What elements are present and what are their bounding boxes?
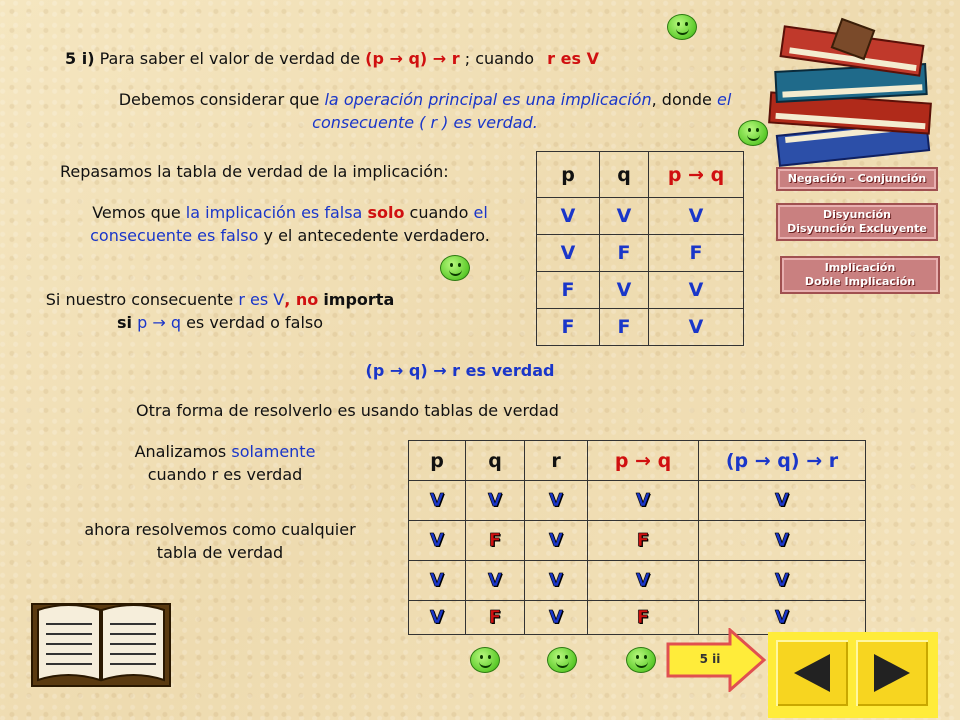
- table2-cell: F: [466, 521, 525, 561]
- nav-button-label: Doble Implicación: [804, 275, 916, 288]
- table2-cell: V: [466, 481, 525, 521]
- consequent-paragraph: [40, 288, 400, 334]
- table-row: [537, 309, 744, 346]
- title-text: Para saber el valor de verdad de: [99, 49, 361, 68]
- table2-cell: V: [699, 481, 866, 521]
- table2-cell: V: [409, 561, 466, 601]
- table2-cell: V: [409, 481, 466, 521]
- title-expression: (p → q) → r: [365, 49, 460, 68]
- triangle-right-icon: [856, 640, 928, 706]
- full-truth-table: [408, 440, 866, 635]
- intro-text-e: el consecuente ( r ) es verdad.: [312, 90, 732, 132]
- table2-cell: V: [699, 521, 866, 561]
- result-text: (p → q) → r es verdad: [365, 361, 555, 380]
- table2-cell: V: [466, 561, 525, 601]
- table2-cell: V: [699, 561, 866, 601]
- table2-cell: V: [588, 561, 699, 601]
- table-row: [537, 198, 744, 235]
- table1-cell: V: [600, 198, 649, 235]
- consequent-text-e: p → q: [137, 313, 181, 332]
- table2-cell: V: [525, 481, 588, 521]
- table2-header: r: [525, 441, 588, 481]
- exercise-number: 5 i): [65, 49, 95, 68]
- analysis-text-b: solamente: [231, 442, 316, 461]
- nav-negation-conjunction-button[interactable]: [776, 167, 938, 191]
- table2-header: p → q: [588, 441, 699, 481]
- smiley-icon[interactable]: [626, 647, 656, 673]
- table2-cell: V: [409, 601, 466, 635]
- table1-cell: F: [537, 309, 600, 346]
- title-line: [65, 47, 765, 70]
- next-slide-label: 5 ii: [699, 652, 721, 666]
- nav-button-label: Negación - Conjunción: [787, 172, 927, 185]
- table-row: [409, 481, 866, 521]
- triangle-left-icon: [776, 640, 848, 706]
- nav-button-label: Implicación: [824, 261, 896, 274]
- smiley-icon[interactable]: [667, 14, 697, 40]
- table1-cell: V: [649, 272, 744, 309]
- nav-button-label: Disyunción Excluyente: [787, 222, 927, 235]
- falsity-paragraph: [60, 201, 520, 247]
- open-book-icon: [30, 596, 172, 688]
- smiley-icon[interactable]: [440, 255, 470, 281]
- table1-header: q: [600, 152, 649, 198]
- table1-cell: V: [537, 198, 600, 235]
- now-text: ahora resolvemos como cualquier tabla de verdad: [84, 520, 356, 562]
- consequent-text-d: importa si: [116, 290, 395, 332]
- falsity-text-d: cuando: [409, 203, 469, 222]
- table1-cell: F: [600, 309, 649, 346]
- intro-text-d: donde: [661, 90, 712, 109]
- table1-cell: V: [600, 272, 649, 309]
- table1-cell: V: [649, 309, 744, 346]
- title-condition: r es V: [547, 49, 599, 68]
- table1-cell: F: [649, 235, 744, 272]
- table2-cell: V: [525, 521, 588, 561]
- navigation-panel: [768, 632, 938, 718]
- falsity-text-b: la implicación es falsa: [185, 203, 363, 222]
- table1-header: p: [537, 152, 600, 198]
- consequent-text-c: , no: [284, 290, 319, 309]
- table2-cell: V: [525, 561, 588, 601]
- nav-implication-button[interactable]: [780, 256, 940, 294]
- alternative-text: Otra forma de resolverlo es usando tablas de verdad: [136, 401, 559, 420]
- table1-cell: V: [649, 198, 744, 235]
- table2-header: p: [409, 441, 466, 481]
- table2-cell: V: [409, 521, 466, 561]
- smiley-icon[interactable]: [470, 647, 500, 673]
- analysis-text: [100, 440, 350, 486]
- previous-slide-button[interactable]: [776, 640, 848, 706]
- intro-text-a: Debemos considerar que: [118, 90, 320, 109]
- falsity-text-e: el consecuente es falso: [90, 203, 488, 245]
- intro-text-c: ,: [651, 90, 657, 109]
- consequent-text-f: es verdad o falso: [186, 313, 324, 332]
- falsity-text-c: solo: [367, 203, 405, 222]
- table2-header: q: [466, 441, 525, 481]
- analysis-text-a: Analizamos: [134, 442, 227, 461]
- table2-header: (p → q) → r: [699, 441, 866, 481]
- table2-cell: V: [699, 601, 866, 635]
- falsity-text-f: y el antecedente verdadero.: [263, 226, 490, 245]
- table2-cell: F: [588, 601, 699, 635]
- review-text: Repasamos la tabla de verdad de la implicación:: [60, 162, 449, 181]
- table2-cell: V: [588, 481, 699, 521]
- table2-cell: F: [588, 521, 699, 561]
- table2-cell: V: [525, 601, 588, 635]
- table-row: [409, 521, 866, 561]
- table-row: [409, 561, 866, 601]
- table-row: [537, 235, 744, 272]
- consequent-text-b: r es V: [238, 290, 285, 309]
- table1-cell: V: [537, 235, 600, 272]
- nav-disjunction-button[interactable]: [776, 203, 938, 241]
- table2-cell: F: [466, 601, 525, 635]
- intro-paragraph: [90, 88, 760, 134]
- smiley-icon[interactable]: [547, 647, 577, 673]
- table-row: [537, 272, 744, 309]
- falsity-text-a: Vemos que: [92, 203, 181, 222]
- title-separator: ; cuando: [464, 49, 535, 68]
- table1-cell: F: [537, 272, 600, 309]
- implication-truth-table: [536, 151, 744, 346]
- table1-header: p → q: [649, 152, 744, 198]
- smiley-icon[interactable]: [738, 120, 768, 146]
- consequent-text-a: Si nuestro consecuente: [45, 290, 234, 309]
- books-icon: [756, 10, 956, 170]
- analysis-text-c: cuando r es verdad: [147, 465, 303, 484]
- next-slide-button[interactable]: [856, 640, 928, 706]
- intro-text-b: la operación principal es una implicación: [324, 90, 652, 109]
- table1-cell: F: [600, 235, 649, 272]
- nav-button-label: Disyunción: [823, 208, 891, 221]
- table-row: [409, 601, 866, 635]
